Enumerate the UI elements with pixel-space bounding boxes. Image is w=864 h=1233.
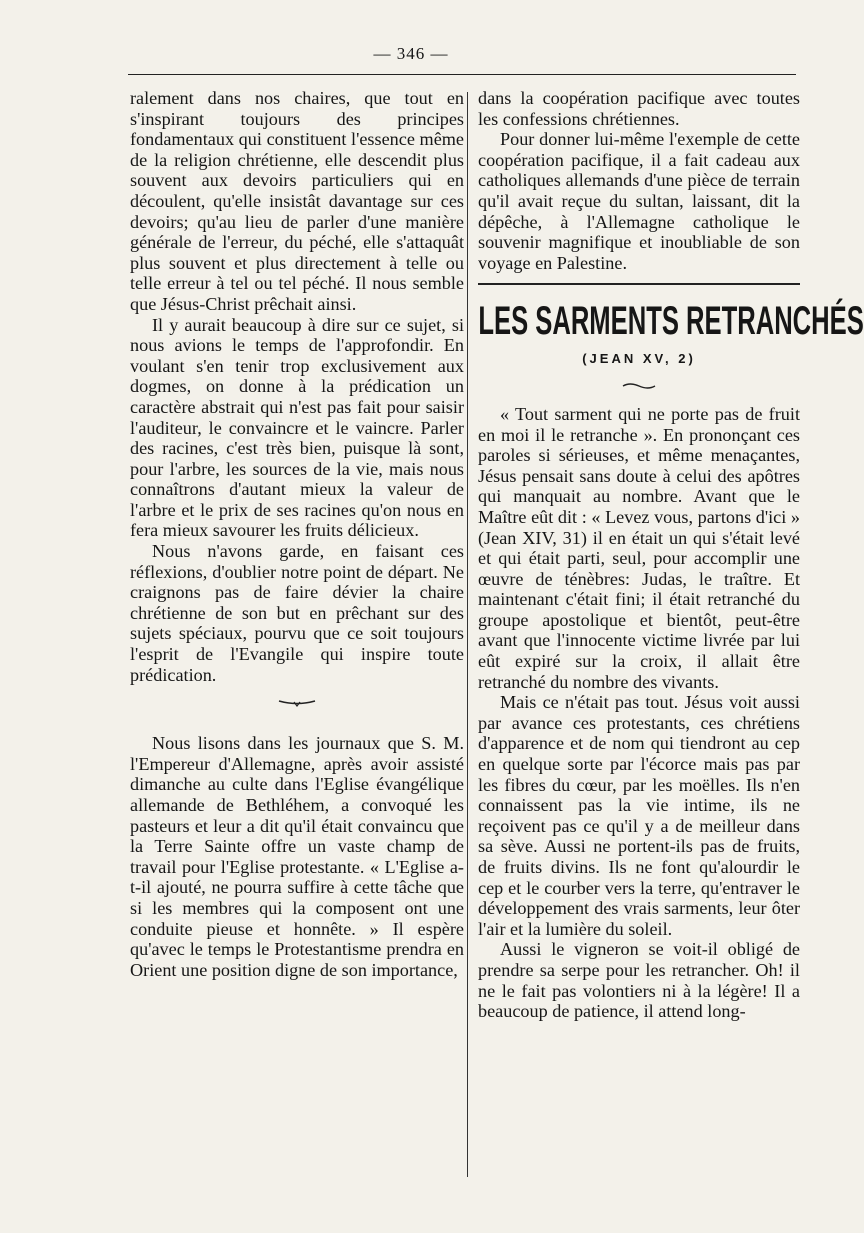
right-paragraph-5: Aussi le vigneron se voit-il obligé de prendre sa serpe pour les retrancher. Oh! il ne le fait pas volontiers ni à la légère! Il a beaucoup de patience, il attend long- — [478, 939, 800, 1022]
left-paragraph-4: Nous lisons dans les journaux que S. M. l'Empereur d'Allemagne, après avoir assisté dimanche au culte dans l'Eglise évangélique allemande de Bethléhem, a convoqué les pasteurs et leur a dit qu'il était convaincu que la Terre Sainte offre un vaste champ de travail pour l'Eglise protestante. « L'Eglise a-t-il ajouté, ne pourra suffire à cette tâche que si les membres qui la composent ont une conduite pieuse et honnête. » Il espère qu'avec le temps le Protestantisme prendra en Orient une position digne de son importance, — [130, 733, 464, 980]
header-rule — [128, 74, 796, 75]
left-paragraph-3: Nous n'avons garde, en faisant ces réflexions, d'oublier notre point de départ. Ne craignons pas de faire dévier la chaire chrétienne de son but en prêchant sur des sujets spéciaux, pourvu que ce soit toujours l'esprit de l'Evangile qui inspire toute prédication. — [130, 541, 464, 685]
section-reference: (JEAN XV, 2) — [582, 351, 696, 367]
left-paragraph-1: ralement dans nos chaires, que tout en s'inspirant toujours des principes fondamentaux qui constituent l'essence même de la religion chrétienne, elle descendit plus souvent aux devoirs particuliers qui en découlent, qu'elle insistât davantage sur ces devoirs; qu'au lieu de parler d'une manière générale de l'erreur, du péché, elle s'attaquât plus souvent et plus directement à telle ou telle erreur à tel ou tel péché. Il nous semble que Jésus-Christ prêchait ainsi. — [130, 88, 464, 314]
right-paragraph-1: dans la coopération pacifique avec toutes les confessions chrétiennes. — [478, 88, 800, 129]
section-rule — [478, 283, 800, 285]
flourish-icon — [277, 697, 317, 707]
section-title: LES SARMENTS RETRANCHÉS — [478, 299, 864, 344]
flourish-icon — [621, 382, 657, 390]
right-column — [478, 88, 864, 1022]
right-paragraph-2: Pour donner lui-même l'exemple de cette coopération pacifique, il a fait cadeau aux catholiques allemands d'une pièce de terrain qu'il avait reçue du sultan, laissant, dit la dépêche, à l'Allemagne catholique le souvenir magnifique et inoubliable de son voyage en Palestine. — [478, 129, 800, 273]
column-divider — [467, 92, 468, 1177]
right-paragraph-3: « Tout sarment qui ne porte pas de fruit en moi il le retranche ». En prononçant ces paroles si sérieuses, et même menaçantes, Jésus pensait sans doute à celui des apôtres qui manquait au nombre. Avant que le Maître eût dit : « Levez vous, partons d'ici » (Jean XIV, 31) il en était un qui s'était levé et qui était parti, seul, pour accomplir une œuvre de ténèbres: Judas, le traître. Et maintenant c'était fini; il était retranché du groupe apostolique et bientôt, peut-être avant que l'innocente victime livrée par lui eût expiré sur la croix, il allait être retranché du nombre des vivants. — [478, 403, 800, 692]
title-ornament — [478, 378, 800, 394]
right-paragraph-4: Mais ce n'était pas tout. Jésus voit aussi par avance ces protestants, ces chrétiens d'apparence et de nom qui tiendront au cep en quelque sorte par l'écorce mais pas par les fibres du cœur, par les moëlles. Ils n'en connaissent pas la vie intime, ils ne reçoivent pas ce qu'il y a de meilleur dans sa sève. Aussi ne portent-ils pas de fruits, de fruits divins. Ils ne font qu'alourdir le cep et le courber vers la terre, qu'entraver le développement des vrais sarments, leur ôter l'air et la lumière du soleil. — [478, 692, 800, 939]
left-column — [130, 88, 464, 980]
left-paragraph-2: Il y aurait beaucoup à dire sur ce sujet, si nous avions le temps de l'approfondir. En voulant s'en tenir trop exclusivement aux dogmes, on donne à la prédication un caractère abstrait qui n'est pas fait pour saisir l'auditeur, le convaincre et le vaincre. Parler des racines, c'est très bien, puisque là sont, pour l'arbre, les sources de la vie, mais nous connaîtrons d'autant mieux la valeur de l'arbre et le prix de ses racines qu'on nous en fera mieux savourer les fruits délicieux. — [130, 314, 464, 541]
section-ornament — [130, 695, 464, 711]
page-number: — 346 — — [373, 44, 449, 63]
